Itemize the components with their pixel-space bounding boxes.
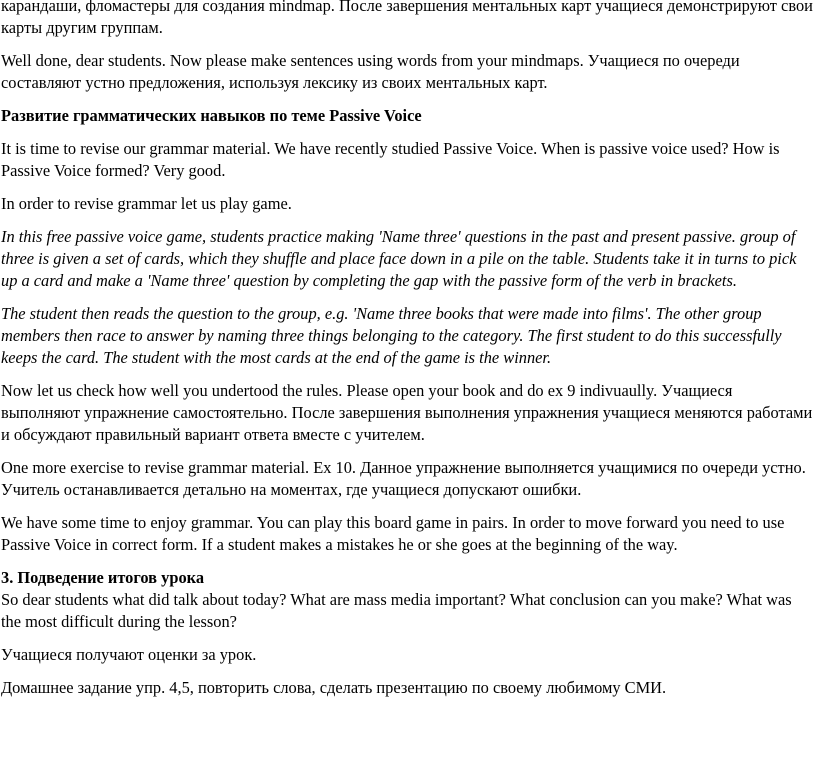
section-heading-summary: 3. Подведение итогов урока — [1, 568, 205, 587]
paragraph-exercise-9: Now let us check how well you undertood the rules. Please open your book and do ex 9 indivuaully. Учащиеся выполняют упражнение самостоятельно. После завершения выполнения упражнения учащиеся меняются работами и обсуждают правильный вариант ответа вместе с учителем. — [1, 381, 813, 444]
paragraph-board-game: We have some time to enjoy grammar. You can play this board game in pairs. In order to move forward you need to use Passive Voice in correct form. If a student makes a mistakes he or she goes at the beginning of the way. — [1, 513, 785, 554]
document-body — [1, 0, 813, 699]
paragraph-grades: Учащиеся получают оценки за урок. — [1, 645, 257, 664]
paragraph-revise-grammar: It is time to revise our grammar material. We have recently studied Passive Voice. When is passive voice used? How is Passive Voice formed? Very good. — [1, 139, 780, 180]
paragraph-game-description: In this free passive voice game, students practice making 'Name three' questions in the past and present passive. group of three is given a set of cards, which they shuffle and place face down in a pile on the table. Students take it in turns to pick up a card and make a 'Name three' question by completing the gap with the passive form of the verb in brackets. — [1, 227, 797, 290]
paragraph-exercise-10: One more exercise to revise grammar material. Ex 10. Данное упражнение выполняется учащимися по очереди устно. Учитель останавливается детально на моментах, где учащиеся допускают ошибки. — [1, 458, 806, 499]
paragraph-summary-questions: So dear students what did talk about today? What are mass media important? What conclusion can you make? What was the most difficult during the lesson? — [1, 590, 792, 631]
paragraph-play-game: In order to revise grammar let us play game. — [1, 194, 292, 213]
paragraph-game-rules: The student then reads the question to the group, e.g. 'Name three books that were made into films'. The other group members then race to answer by naming three things belonging to the category. The first student to do this successfully keeps the card. The student with the most cards at the end of the game is the winner. — [1, 304, 782, 367]
section-heading-grammar: Развитие грамматических навыков по теме Passive Voice — [1, 106, 422, 125]
paragraph-mindmap-materials: карандаши, фломастеры для создания mindmap. После завершения ментальных карт учащиеся демонстрируют свои карты другим группам. — [1, 0, 813, 37]
paragraph-homework: Домашнее задание упр. 4,5, повторить слова, сделать презентацию по своему любимому СМИ. — [1, 678, 667, 697]
paragraph-make-sentences: Well done, dear students. Now please make sentences using words from your mindmaps. Учащиеся по очереди составляют устно предложения, используя лексику из своих ментальных карт. — [1, 51, 740, 92]
